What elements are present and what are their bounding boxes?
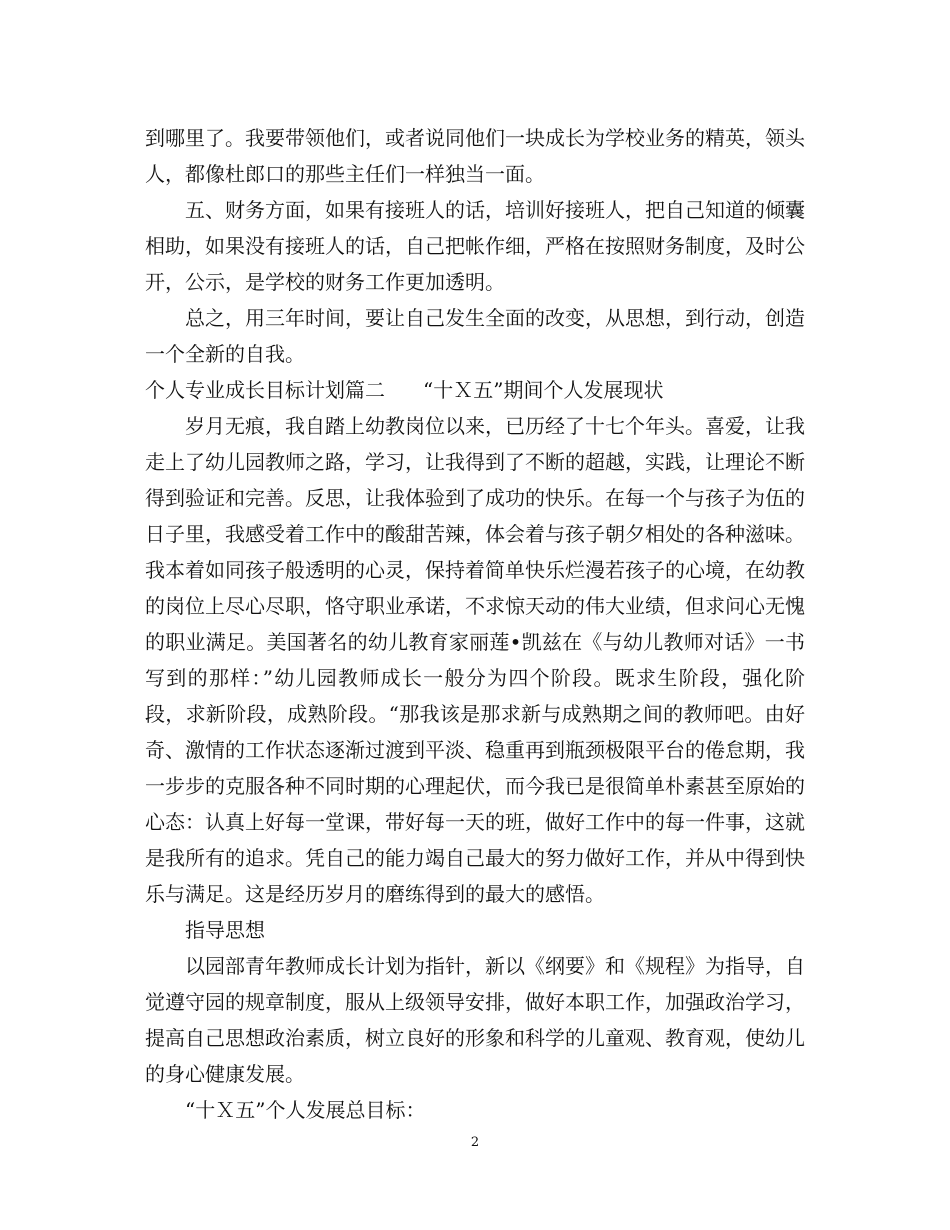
paragraph-overall-goal: “十Ｘ五”个人发展总目标： (185, 1098, 426, 1122)
page-number: 2 (470, 1135, 480, 1150)
paragraph-guiding-thought: 以园部青年教师成长计划为指针，新以《纲要》和《规程》为指导，自觉遵守园的规章制度，服从上级领导安排，做好本职工作，加强政治学习，提高自己思想政治素质，树立良好的形象和科学的儿童观、教育观，使幼儿的身心健康发展。 (145, 954, 805, 1086)
section-heading (145, 372, 805, 408)
paragraph-continuation: 到哪里了。我要带领他们，或者说同他们一块成长为学校业务的精英，领头人，都像杜郎口的那些主任们一样独当一面。 (145, 126, 805, 186)
paragraph-current-status: 岁月无痕，我自踏上幼教岗位以来，已历经了十七个年头。喜爱，让我走上了幼儿园教师之路，学习，让我得到了不断的超越，实践，让理论不断得到验证和完善。反思，让我体验到了成功的快乐。在每一个与孩子为伍的日子里，我感受着工作中的酸甜苦辣，体会着与孩子朝夕相处的各种滋味。我本着如同孩子般透明的心灵，保持着简单快乐烂漫若孩子的心境，在幼教的岗位上尽心尽职，恪守职业承诺，不求惊天动的伟大业绩，但求问心无愧的职业满足。美国著名的幼儿教育家丽莲•凯兹在《与幼儿教师对话》一书写到的那样：”幼儿园教师成长一般分为四个阶段。既求生阶段，强化阶段，求新阶段，成熟阶段。“那我该是那求新与成熟期之间的教师吧。由好奇、激情的工作状态逐渐过渡到平淡、稳重再到瓶颈极限平台的倦怠期，我一步步的克服各种不同时期的心理起伏，而今我已是很简单朴素甚至原始的心态：认真上好每一堂课，带好每一天的班，做好工作中的每一件事，这就是我所有的追求。凭自己的能力竭自己最大的努力做好工作，并从中得到快乐与满足。这是经历岁月的磨练得到的最大的感悟。 (145, 414, 805, 906)
paragraph-guiding-heading: 指导思想 (185, 918, 265, 942)
paragraph-finance: 五、财务方面，如果有接班人的话，培训好接班人，把自己知道的倾囊相助，如果没有接班人的话，自己把帐作细，严格在按照财务制度，及时公开，公示，是学校的财务工作更加透明。 (145, 198, 805, 294)
paragraph-summary: 总之，用三年时间，要让自己发生全面的改变，从思想，到行动，创造一个全新的自我。 (145, 306, 805, 366)
document-body (145, 120, 805, 1128)
section-heading-title: 个人专业成长目标计划篇二 (145, 378, 385, 402)
section-heading-subtitle: “十Ｘ五”期间个人发展现状 (423, 378, 664, 402)
